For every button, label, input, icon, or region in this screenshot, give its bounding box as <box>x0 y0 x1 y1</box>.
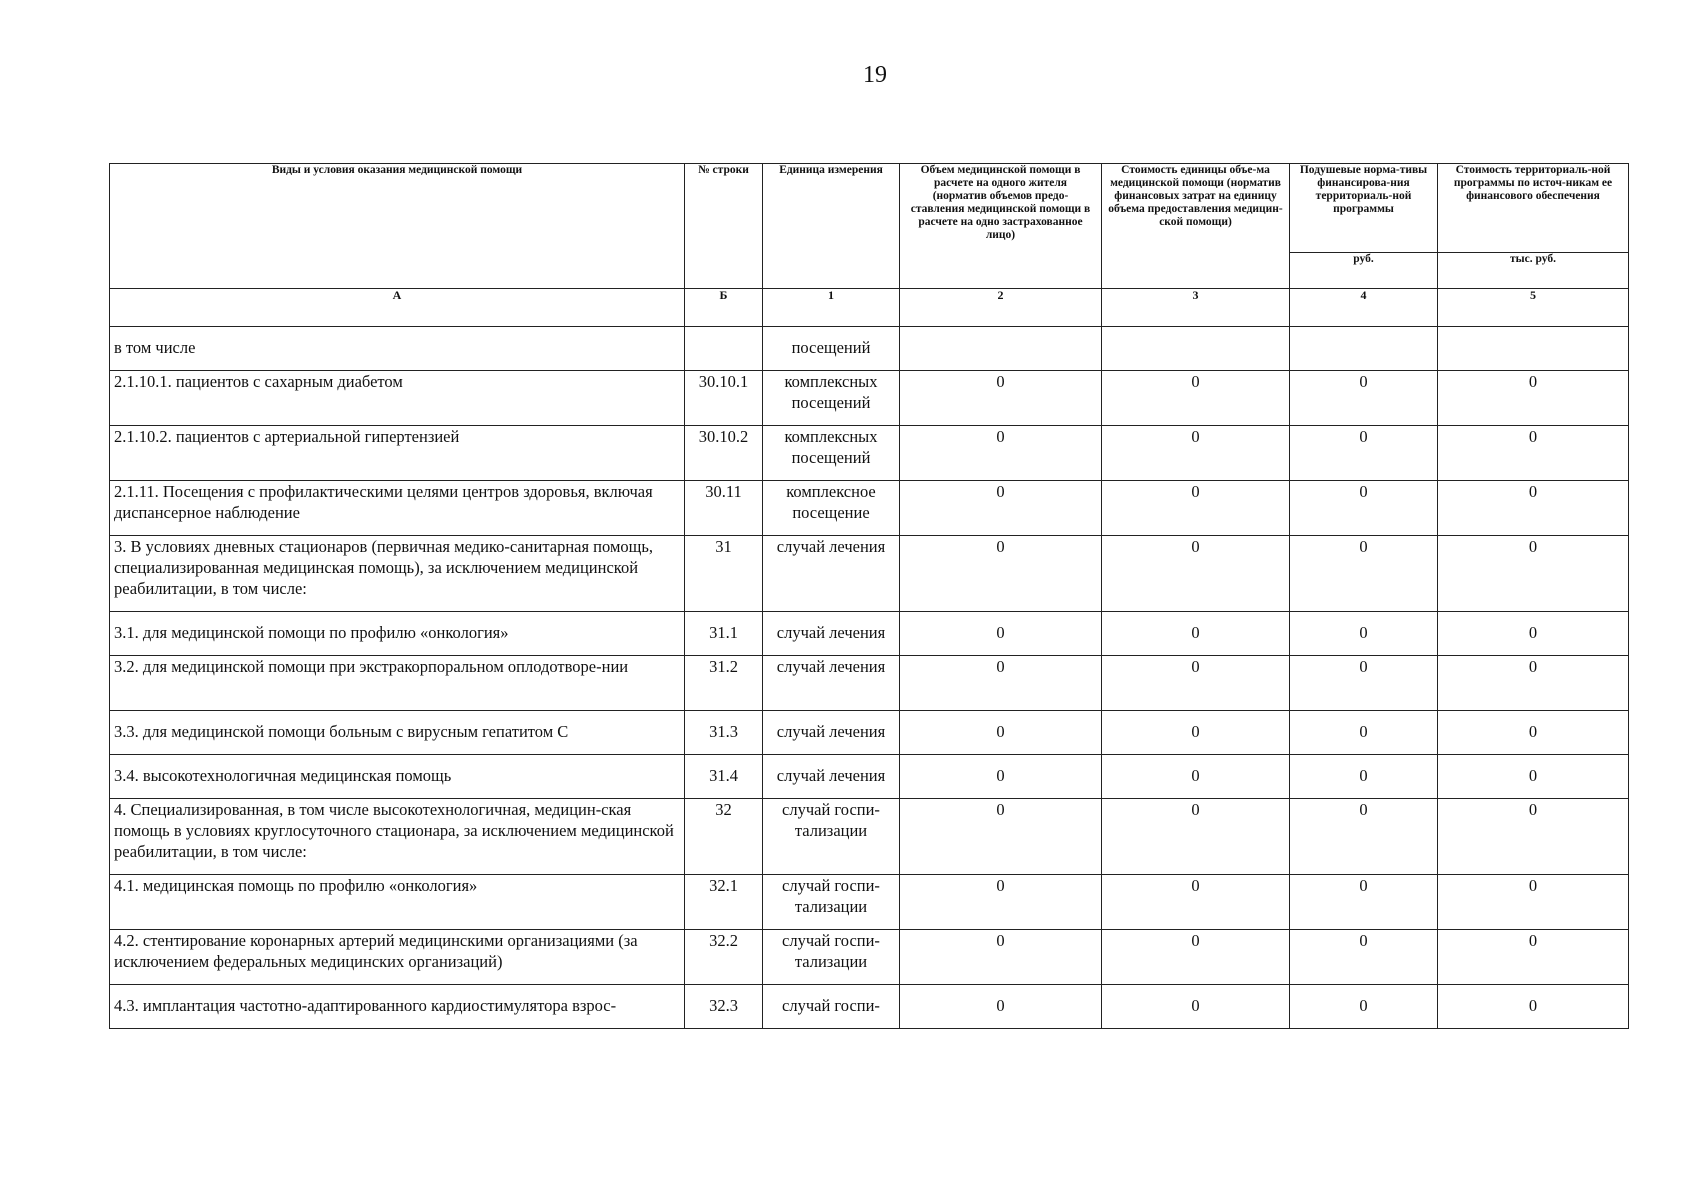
row-per-capita: 0 <box>1290 930 1438 985</box>
table-row <box>110 536 1629 612</box>
row-program-cost: 0 <box>1438 536 1629 612</box>
header-unit-cost: Стоимость единицы объе-ма медицинской помощи (норматив финансовых затрат на единицу объема предоставления медицин-ской помощи) <box>1102 164 1290 289</box>
table-row <box>110 711 1629 755</box>
table-row <box>110 755 1629 799</box>
row-volume: 0 <box>900 536 1102 612</box>
table-row <box>110 612 1629 656</box>
row-unit-cost: 0 <box>1102 481 1290 536</box>
row-volume: 0 <box>900 799 1102 875</box>
page-number: 19 <box>863 62 887 88</box>
row-number: 31 <box>685 536 763 612</box>
row-per-capita: 0 <box>1290 799 1438 875</box>
row-name: 2.1.10.1. пациентов с сахарным диабетом <box>110 371 685 426</box>
row-name: 3. В условиях дневных стационаров (первичная медико-санитарная помощь, специализированная медицинская помощь), за исключением медицинской реабилитации, в том числе: <box>110 536 685 612</box>
row-program-cost: 0 <box>1438 875 1629 930</box>
table-row <box>110 875 1629 930</box>
row-name: 3.1. для медицинской помощи по профилю «онкология» <box>110 612 685 656</box>
row-per-capita: 0 <box>1290 875 1438 930</box>
row-program-cost: 0 <box>1438 371 1629 426</box>
row-number: 32.3 <box>685 985 763 1029</box>
row-name: 3.3. для медицинской помощи больным с вирусным гепатитом С <box>110 711 685 755</box>
row-program-cost: 0 <box>1438 481 1629 536</box>
row-unit-cost: 0 <box>1102 930 1290 985</box>
row-number <box>685 327 763 371</box>
row-name: 3.2. для медицинской помощи при экстракорпоральном оплодотворе-нии <box>110 656 685 711</box>
row-per-capita <box>1290 327 1438 371</box>
row-unit-cost: 0 <box>1102 426 1290 481</box>
row-name: 2.1.10.2. пациентов с артериальной гипертензией <box>110 426 685 481</box>
row-program-cost: 0 <box>1438 755 1629 799</box>
row-program-cost <box>1438 327 1629 371</box>
table-row <box>110 481 1629 536</box>
row-unit: случай госпи-тализации <box>763 930 900 985</box>
row-per-capita: 0 <box>1290 536 1438 612</box>
row-name: 2.1.11. Посещения с профилактическими целями центров здоровья, включая диспансерное наблюдение <box>110 481 685 536</box>
row-unit: случай лечения <box>763 755 900 799</box>
row-per-capita: 0 <box>1290 985 1438 1029</box>
row-number: 31.3 <box>685 711 763 755</box>
row-unit-cost: 0 <box>1102 711 1290 755</box>
row-unit-cost: 0 <box>1102 985 1290 1029</box>
row-volume: 0 <box>900 612 1102 656</box>
row-unit-cost: 0 <box>1102 656 1290 711</box>
row-name: 4. Специализированная, в том числе высокотехнологичная, медицин-ская помощь в условиях круглосуточного стационара, за исключением медицинской реабилитации, в том числе: <box>110 799 685 875</box>
row-unit: случай госпи-тализации <box>763 799 900 875</box>
row-unit-cost: 0 <box>1102 875 1290 930</box>
row-program-cost: 0 <box>1438 711 1629 755</box>
header-row-number: № строки <box>685 164 763 289</box>
row-name: 4.2. стентирование коронарных артерий медицинскими организациями (за исключением федеральных медицинских организаций) <box>110 930 685 985</box>
row-per-capita: 0 <box>1290 371 1438 426</box>
header-unit: Единица измерения <box>763 164 900 289</box>
table-row <box>110 656 1629 711</box>
header-unit-thousand-rub: тыс. руб. <box>1438 253 1629 289</box>
header-per-capita-norms: Подушевые норма-тивы финансирова-ния территориаль-ной программы <box>1290 164 1438 253</box>
row-unit-cost: 0 <box>1102 799 1290 875</box>
row-unit: посещений <box>763 327 900 371</box>
index-cell: 3 <box>1102 289 1290 327</box>
index-cell: 2 <box>900 289 1102 327</box>
row-unit: случай лечения <box>763 536 900 612</box>
table-row <box>110 799 1629 875</box>
header-care-types: Виды и условия оказания медицинской помощи <box>110 164 685 289</box>
header-unit-rub: руб. <box>1290 253 1438 289</box>
table-row <box>110 930 1629 985</box>
row-unit-cost: 0 <box>1102 612 1290 656</box>
index-cell: 5 <box>1438 289 1629 327</box>
row-unit: комплексных посещений <box>763 426 900 481</box>
table-row <box>110 371 1629 426</box>
row-per-capita: 0 <box>1290 755 1438 799</box>
index-cell: А <box>110 289 685 327</box>
row-unit: комплексное посещение <box>763 481 900 536</box>
row-unit-cost <box>1102 327 1290 371</box>
row-volume: 0 <box>900 371 1102 426</box>
header-index-row <box>110 289 1629 327</box>
header-volume-per-person: Объем медицинской помощи в расчете на одного жителя (норматив объемов предо-ставления медицинской помощи в расчете на одно застрахованное лицо) <box>900 164 1102 289</box>
table-row <box>110 985 1629 1029</box>
row-name: 4.3. имплантация частотно-адаптированного кардиостимулятора взрос- <box>110 985 685 1029</box>
row-per-capita: 0 <box>1290 426 1438 481</box>
row-unit-cost: 0 <box>1102 755 1290 799</box>
row-name: 4.1. медицинская помощь по профилю «онкология» <box>110 875 685 930</box>
row-unit: комплексных посещений <box>763 371 900 426</box>
row-per-capita: 0 <box>1290 612 1438 656</box>
row-name: 3.4. высокотехнологичная медицинская помощь <box>110 755 685 799</box>
row-unit: случай лечения <box>763 612 900 656</box>
row-volume: 0 <box>900 481 1102 536</box>
row-volume: 0 <box>900 711 1102 755</box>
row-program-cost: 0 <box>1438 930 1629 985</box>
medical-care-table <box>109 163 1629 1029</box>
table-row <box>110 327 1629 371</box>
row-unit: случай лечения <box>763 656 900 711</box>
row-number: 32.2 <box>685 930 763 985</box>
row-number: 31.4 <box>685 755 763 799</box>
row-program-cost: 0 <box>1438 656 1629 711</box>
row-number: 31.1 <box>685 612 763 656</box>
row-per-capita: 0 <box>1290 481 1438 536</box>
row-program-cost: 0 <box>1438 799 1629 875</box>
row-volume: 0 <box>900 426 1102 481</box>
index-cell: Б <box>685 289 763 327</box>
row-name: в том числе <box>110 327 685 371</box>
row-volume <box>900 327 1102 371</box>
row-number: 32 <box>685 799 763 875</box>
row-unit: случай госпи-тализации <box>763 875 900 930</box>
row-unit: случай лечения <box>763 711 900 755</box>
row-program-cost: 0 <box>1438 985 1629 1029</box>
row-volume: 0 <box>900 930 1102 985</box>
row-number: 32.1 <box>685 875 763 930</box>
row-unit: случай госпи- <box>763 985 900 1029</box>
row-program-cost: 0 <box>1438 612 1629 656</box>
row-per-capita: 0 <box>1290 711 1438 755</box>
row-number: 31.2 <box>685 656 763 711</box>
row-unit-cost: 0 <box>1102 371 1290 426</box>
index-cell: 4 <box>1290 289 1438 327</box>
row-volume: 0 <box>900 985 1102 1029</box>
row-number: 30.11 <box>685 481 763 536</box>
row-volume: 0 <box>900 755 1102 799</box>
table-row <box>110 426 1629 481</box>
row-program-cost: 0 <box>1438 426 1629 481</box>
row-per-capita: 0 <box>1290 656 1438 711</box>
header-program-cost: Стоимость территориаль-ной программы по источ-никам ее финансового обеспечения <box>1438 164 1629 253</box>
index-cell: 1 <box>763 289 900 327</box>
row-number: 30.10.2 <box>685 426 763 481</box>
row-unit-cost: 0 <box>1102 536 1290 612</box>
row-volume: 0 <box>900 875 1102 930</box>
row-volume: 0 <box>900 656 1102 711</box>
row-number: 30.10.1 <box>685 371 763 426</box>
table-header <box>110 164 1629 327</box>
